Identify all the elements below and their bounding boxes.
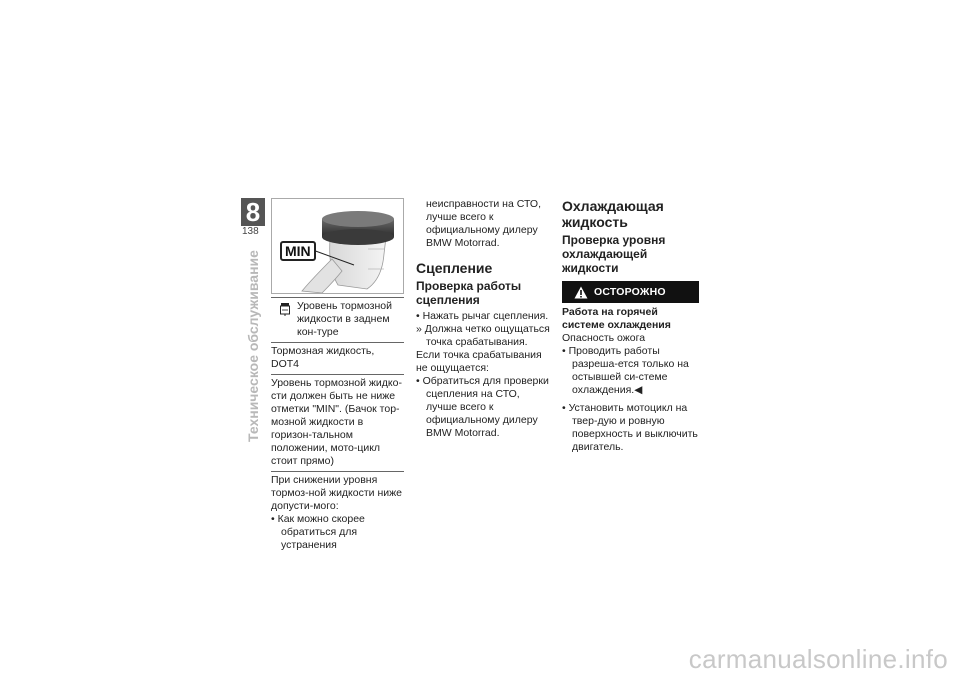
continued-text: неисправности на СТО, лучше всего к официальному дилеру BMW Motorrad. [426, 198, 541, 249]
warning-danger: Опасность ожога [562, 332, 646, 344]
warning-label: ОСТОРОЖНО [594, 285, 666, 298]
side-title: Техническое обслуживание [245, 250, 261, 442]
bullet-item: • Как можно скорее обратиться для устранения [271, 513, 365, 551]
warning-title: Работа на горячей системе охлаждения [562, 306, 671, 331]
divider [271, 342, 404, 343]
subheading-coolant-check: Проверка уровня охлаждающей жидкости [562, 233, 666, 275]
bullet-item: • Обратиться для проверки сцепления на СТО, лучше всего к официальному дилеру BMW Motorrad. [416, 375, 549, 439]
brake-fluid-level-text: Уровень тормозной жидкости в заднем кон-туре [297, 300, 392, 338]
bullet-item: • Проводить работы разреша-ется только на остывшей си-стеме охлаждения.◀ [562, 345, 689, 396]
warning-icon [574, 286, 588, 299]
brake-fluid-type: Тормозная жидкость, DOT4 [271, 345, 375, 370]
bullet-item: • Нажать рычаг сцепления. [416, 310, 549, 322]
fluid-reservoir-icon [279, 302, 291, 316]
column-1 [271, 198, 404, 552]
page-number: 138 [242, 226, 259, 237]
result-item: » Должна четко ощущаться точка срабатывания. [416, 323, 550, 348]
bullet-item: • Установить мотоцикл на твер-дую и ровную поверхность и выключить двигатель. [562, 402, 698, 453]
brake-fluid-level-row [271, 300, 404, 339]
subheading-clutch-check: Проверка работы сцепления [416, 279, 522, 307]
column-2 [416, 198, 551, 440]
section-heading-clutch: Сцепление [416, 260, 493, 276]
divider [271, 471, 404, 472]
section-heading-coolant: Охлаждающая жидкость [562, 198, 664, 230]
divider [271, 374, 404, 375]
brake-reservoir-figure [271, 198, 404, 294]
low-level-intro: При снижении уровня тормоз-ной жидкости ниже допусти-мого: [271, 474, 402, 512]
watermark: carmanualsonline.info [688, 644, 948, 674]
chapter-number: 8 [241, 198, 265, 226]
divider [271, 297, 404, 298]
warning-banner [562, 281, 699, 303]
min-mark-label: MIN [280, 241, 316, 261]
column-3 [562, 198, 699, 454]
condition-text: Если точка срабатывания не ощущается: [416, 349, 542, 374]
level-requirement: Уровень тормозной жидко-сти должен быть не ниже отметки "MIN". (Бачок тор-мозной жидкости в горизон-тальном положении, мото-цикл стоит прямо) [271, 377, 402, 467]
